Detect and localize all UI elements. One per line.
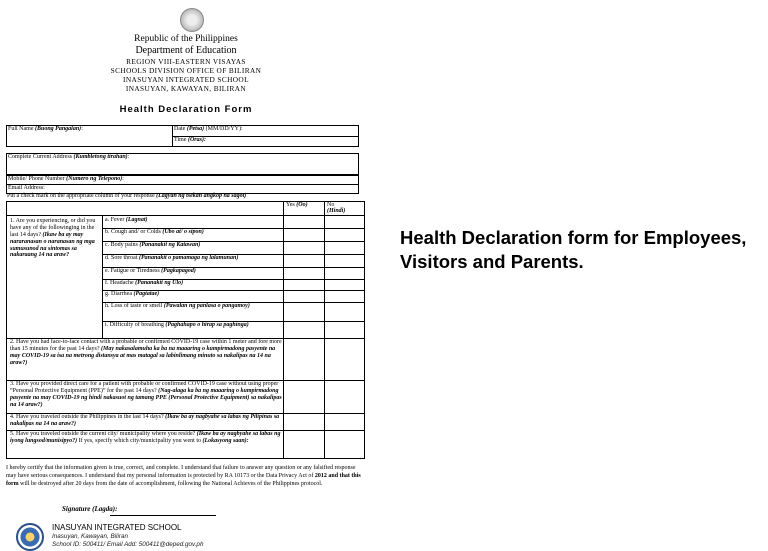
form-title: Health Declaration Form bbox=[119, 104, 253, 115]
mobile-label: Mobile/ Phone Number (Numero ng Telepono): bbox=[8, 176, 124, 182]
no-header: No (Hindi) bbox=[327, 202, 346, 215]
question-2: 2. Have you had face-to-face contact with a probable or confirmed COVID-19 case within 1 meter and fore more than 15 minutes for the past 14 days? (May nakasalamuha ka ba na maaaring o kumpirmadong pasyente na may COVID-19 sa isa na metrong distansya at mas matagal sa labinlimang minuto sa nakalipas na 14 na araw?) bbox=[10, 339, 282, 366]
school-line: INASUYAN INTEGRATED SCHOOL bbox=[123, 75, 249, 84]
address-label: Complete Current Address (Kumbletong tirahan): bbox=[8, 154, 130, 160]
division-line: SCHOOLS DIVISION OFFICE OF BILIRAN bbox=[110, 66, 262, 75]
instruction-text: Put a check mark on the appropriate column of your response (Lagyan ng tsekan angkop na sagot) bbox=[7, 193, 247, 199]
health-declaration-document bbox=[6, 8, 366, 548]
question-1: 1. Are you experiencing, or did you have any of the followinging in the last 14 days? (Ikaw ba ay may nararanasan o naranasan ng mga sumusunod na sintomas sa nakaraang 14 na araw? bbox=[10, 218, 96, 259]
region-line: REGION VIII-EASTERN VISAYAS bbox=[126, 57, 246, 66]
signature-line[interactable] bbox=[110, 515, 216, 516]
school-logo-icon bbox=[16, 523, 44, 551]
side-caption: Health Declaration form for Employees, Visitors and Parents. bbox=[400, 227, 747, 273]
certification-text: I hereby certify that the information given is true, correct, and complete. I understand that failure to answer any question or any falsified response may have serious consequences. I understand that my personal information is protected by RA 10173 or the Data Privacy Act of 2012 and that this form will be destroyed after 20 days from the date of accomplishment, following the National Achieves of the Philippines protocol. bbox=[6, 465, 361, 488]
email-label: Email Address: bbox=[8, 185, 45, 191]
footer-school-name: INASUYAN INTEGRATED SCHOOL bbox=[52, 523, 182, 532]
yes-header: Yes (Oo) bbox=[286, 202, 308, 208]
symptom-row[interactable]: d. Sore throat (Pananakit o pamamaga ng lalamunan) bbox=[105, 255, 239, 261]
symptom-row[interactable]: h. Loss of taste or smell (Pawalan ng panlasa o pangamoy) bbox=[105, 303, 250, 309]
republic-line: Republic of the Philippines bbox=[134, 34, 238, 44]
symptom-row[interactable]: i. Difficulty of breathing (Paghahapo o hirap sa paghinga) bbox=[105, 322, 249, 328]
question-3: 3. Have you provided direct care for a patient with probable or confirmed COVID-19 case without using proper “Personal Protective Equipment (PPE)” for the past 14 days? (Nag-alaga ka ba ng maaaring o kumpirmadong pasyente na may COVID-19 ng hindi nakasuot ng tamang PPE (Personal Protective Equipment) sa nakalipas na 14 araw?) bbox=[10, 381, 282, 408]
symptom-row[interactable]: a. Fever (Lagnat) bbox=[105, 217, 148, 223]
symptom-row[interactable]: b. Cough and/ or Colds (Ubo at/ o sipon) bbox=[105, 229, 204, 235]
full-name-label[interactable]: Full Name (Buong Pangalan): bbox=[8, 126, 83, 132]
question-5: 5. Have you traveled outside the current city/ municipality where you reside? (Ikaw ba ay nagbyahe sa labas ng iyong lungsod/munisipyo?) If yes, specify which city/municipality you went to (Lokasyong saan): bbox=[10, 431, 281, 444]
footer-contact: Inasuyan, Kawayan, Biliran School ID: 500411/ Email Add: 500411@deped.gov.ph bbox=[52, 533, 204, 548]
question-4: 4. Have you traveled outside the Philippines in the last 14 days? (Ikaw ba ay nagbyahe sa labas ng Pilipinas sa nakalipas na 14 na araw?) bbox=[10, 414, 280, 427]
symptom-row[interactable]: c. Body pains (Pananakit ng Katawan) bbox=[105, 242, 201, 248]
symptom-row[interactable]: g. Diarrhea (Pagtatae) bbox=[105, 291, 160, 297]
date-label[interactable]: Date (Petsa) (MM/DD/YY): bbox=[174, 126, 243, 132]
department-line: Department of Education bbox=[135, 45, 237, 56]
signature-label: Signature (Lagda): bbox=[62, 505, 118, 513]
address-line: INASUYAN, KAWAYAN, BILIRAN bbox=[125, 84, 247, 93]
symptom-row[interactable]: f. Headache (Pananakit ng Ulo) bbox=[105, 280, 184, 286]
deped-seal-icon bbox=[180, 8, 204, 32]
time-label[interactable]: Time (Oras): bbox=[174, 137, 206, 143]
symptom-row[interactable]: e. Fatigue or Tiredness (Pagkapagod) bbox=[105, 268, 196, 274]
